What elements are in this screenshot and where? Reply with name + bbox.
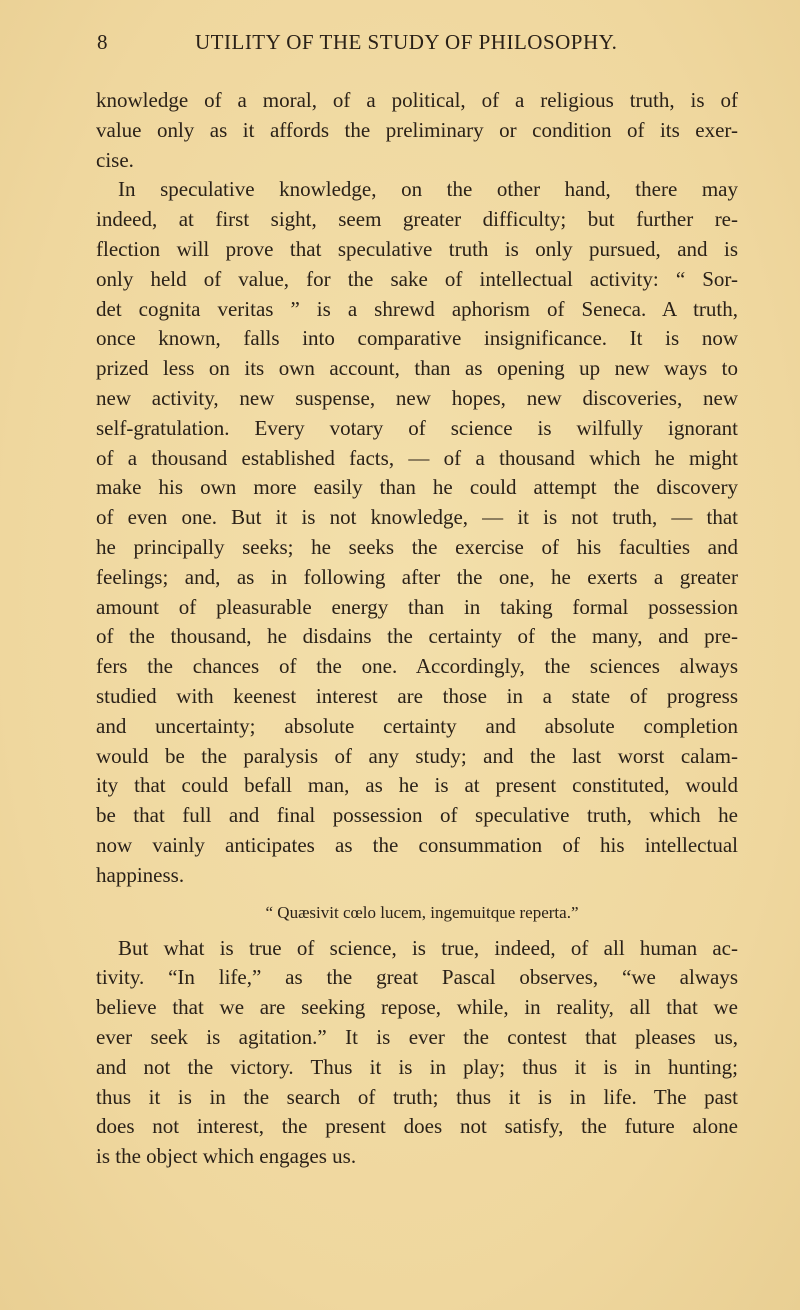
paragraph — [96, 934, 738, 1172]
text-line: of even one. But it is not knowledge, — it is not truth, — that — [96, 505, 738, 530]
text-line: But what is true of science, is true, indeed, of all human ac- — [118, 935, 738, 960]
text-line: ity that could befall man, as he is at present constituted, would — [96, 773, 738, 798]
text-line: be that full and final possession of speculative truth, which he — [96, 803, 738, 828]
text-line: prized less on its own account, than as opening up new ways to — [96, 356, 738, 381]
text-line: of the thousand, he disdains the certainty of the many, and pre- — [96, 624, 738, 649]
body-text — [96, 86, 738, 1172]
page-number: 8 — [97, 30, 108, 54]
text-line: feelings; and, as in following after the one, he exerts a greater — [96, 564, 738, 589]
text-line: tivity. “In life,” as the great Pascal observes, “we always — [96, 965, 738, 990]
block-quote: “ Quæsivit cœlo lucem, ingemuitque reperta.” — [265, 902, 579, 922]
text-line: of a thousand established facts, — of a thousand which he might — [96, 445, 738, 470]
paragraph — [96, 86, 738, 175]
paragraph — [96, 175, 738, 890]
text-line: is the object which engages us. — [96, 1144, 357, 1169]
text-line: cise. — [96, 147, 134, 172]
text-line: amount of pleasurable energy than in taking formal possession — [96, 594, 738, 619]
text-line: does not interest, the present does not satisfy, the future alone — [96, 1114, 738, 1139]
text-line: happiness. — [96, 862, 185, 887]
text-line: value only as it affords the preliminary or condition of its exer- — [96, 117, 738, 142]
text-line: believe that we are seeking repose, while, in reality, all that we — [96, 995, 738, 1020]
text-line: fers the chances of the one. Accordingly, the sciences always — [96, 654, 738, 679]
text-line: now vainly anticipates as the consummation of his intellectual — [96, 832, 738, 857]
text-line: thus it is in the search of truth; thus it is in life. The past — [96, 1084, 738, 1109]
text-line: and not the victory. Thus it is in play; thus it is in hunting; — [96, 1054, 738, 1079]
text-line: only held of value, for the sake of intellectual activity: “ Sor- — [96, 266, 738, 291]
text-line: new activity, new suspense, new hopes, new discoveries, new — [96, 385, 738, 410]
text-line: make his own more easily than he could attempt the discovery — [96, 475, 738, 500]
text-line: would be the paralysis of any study; and the last worst calam- — [96, 743, 738, 768]
text-line: In speculative knowledge, on the other hand, there may — [118, 177, 738, 202]
text-line: ever seek is agitation.” It is ever the contest that pleases us, — [96, 1024, 738, 1049]
text-line: knowledge of a moral, of a political, of a religious truth, is of — [96, 88, 738, 112]
text-line: det cognita veritas ” is a shrewd aphorism of Seneca. A truth, — [96, 296, 738, 321]
text-line: he principally seeks; he seeks the exercise of his faculties and — [96, 534, 738, 559]
text-line: self-gratulation. Every votary of science is wilfully ignorant — [96, 415, 738, 440]
text-line: and uncertainty; absolute certainty and absolute completion — [96, 713, 738, 738]
running-header — [97, 30, 737, 60]
text-line: once known, falls into comparative insignificance. It is now — [96, 326, 738, 351]
running-title: UTILITY OF THE STUDY OF PHILOSOPHY. — [195, 30, 618, 54]
text-line: studied with keenest interest are those in a state of progress — [96, 683, 738, 708]
text-line: indeed, at first sight, seem greater difficulty; but further re- — [96, 207, 738, 232]
text-line: flection will prove that speculative truth is only pursued, and is — [96, 236, 738, 261]
